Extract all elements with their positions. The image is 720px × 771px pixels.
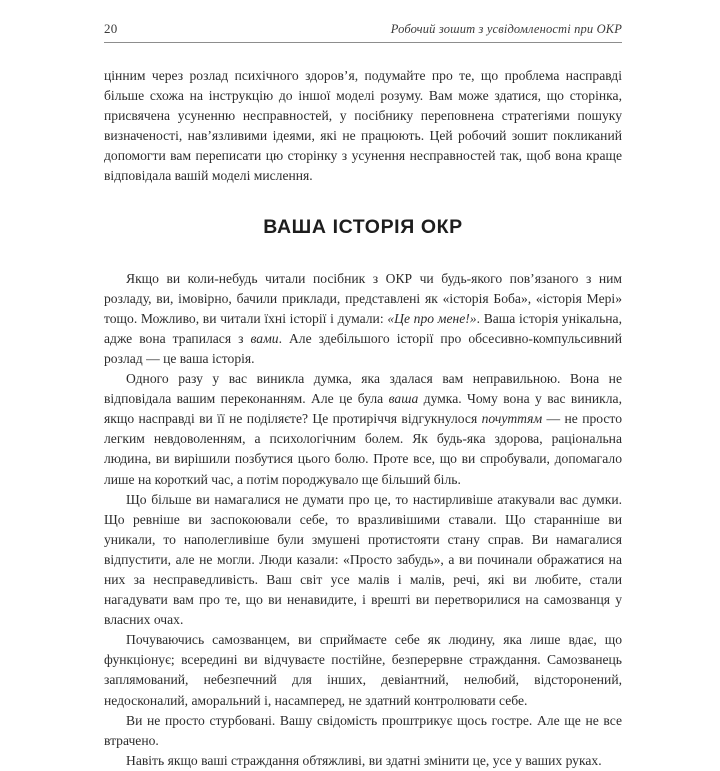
section-heading-block: [104, 216, 622, 239]
paragraph-text: . Ваша історія унікальна, адже вона трапилася з: [104, 310, 622, 346]
paragraph-text: цінним через розлад психічного здоров’я, подумайте про те, що проблема насправді більше схожа на інструкцію до іншої моделі розуму. Вам може здатися, що сторінка, присвячена усуненню несправностей, у посібнику переповнена стратегіями пошуку визначеності, нав’язливими ідеями, які не працюють. Цей робочий зошит покликаний допомогти вам переписати цю сторінку з усунення несправностей так, щоб вона краще відповідала вашій моделі мислення.: [104, 68, 622, 184]
paragraph-text: . Але здебільшого історії про обсесивно-компульсивний розлад — це ваша історія.: [104, 330, 622, 366]
section-heading: ВАША ІСТОРІЯ ОКР: [263, 215, 463, 238]
paragraph-text: Що більше ви намагалися не думати про це, то настирливіше атакували вас думки. Що ревніше ви заспокоювали себе, то вразливішими ставали. Що старанніше ви уникали, то наполегливіше були змушені протистояти стану справ. Ви намагалися відпустити, але не могли. Люди казали: «Просто забудь», а ви починали ображатися на них за несправедливість. Ваш світ усе малів і малів, речі, які ви любите, стали нагадувати вам про те, що ви ненавидите, і врешті ви перетворилися на самозванця у власних очах.: [104, 491, 622, 628]
emphasis-its-about-me: «Це про мене!»: [387, 310, 477, 326]
page-number: 20: [104, 21, 118, 36]
paragraph-5: [104, 630, 622, 710]
paragraph-text: Почуваючись самозванцем, ви сприймаєте себе як людину, яка лише вдає, що функціонує; всередині ви відчуваєте постійне, безперервне страждання. Самозванець заплямований, небезпечний для інших, девіантний, нелюбий, відсторонений, недосконалий, аморальний і, насамперед, не здатний контролювати себе.: [104, 632, 622, 708]
paragraph-continued: [104, 66, 622, 187]
paragraph-text: Одного разу у вас виникла думка, яка здалася вам неправильною. Вона не відповідала вашим переконанням. Але це була: [104, 371, 622, 407]
emphasis-feeling: почуттям: [481, 411, 543, 427]
paragraph-text: — не просто легким невдоволенням, а психологічним болем. Як будь-яка здорова, раціональна людина, ви вирішили позбутися цього болю. Проте все, що ви спробували, допомагало лише на короткий час, а потім породжувало ще більший біль.: [104, 411, 622, 487]
paragraph-7: [104, 751, 622, 771]
running-head-rule: [104, 42, 622, 43]
paragraph-text: думка. Чому вона у вас виникла, якщо насправді ви її не поділяєте? Це протиріччя відгукнулося: [104, 391, 622, 427]
body-text-column: [104, 66, 622, 771]
paragraph-text: Якщо ви коли-небудь читали посібник з ОКР чи будь-якого пов’язаного з ним розладу, ви, імовірно, бачили приклади, представлені як «історія Боба», «історія Мері» тощо. Можливо, ви читали їхні історії і думали:: [104, 270, 622, 326]
paragraph-2: [104, 269, 622, 369]
running-head-title: Робочий зошит з усвідомленості при ОКР: [390, 22, 622, 36]
paragraph-6: [104, 711, 622, 751]
paragraph-text: Ви не просто стурбовані. Вашу свідомість проштрикує щось гостре. Але ще не все втрачено.: [104, 712, 622, 748]
emphasis-your: ваша: [388, 391, 419, 407]
paragraph-4: [104, 490, 622, 631]
paragraph-3: [104, 369, 622, 490]
paragraph-text: Навіть якщо ваші страждання обтяжливі, ви здатні змінити це, усе у ваших руках.: [126, 752, 602, 768]
emphasis-with-you: вами: [250, 330, 279, 346]
running-head: [104, 21, 622, 39]
